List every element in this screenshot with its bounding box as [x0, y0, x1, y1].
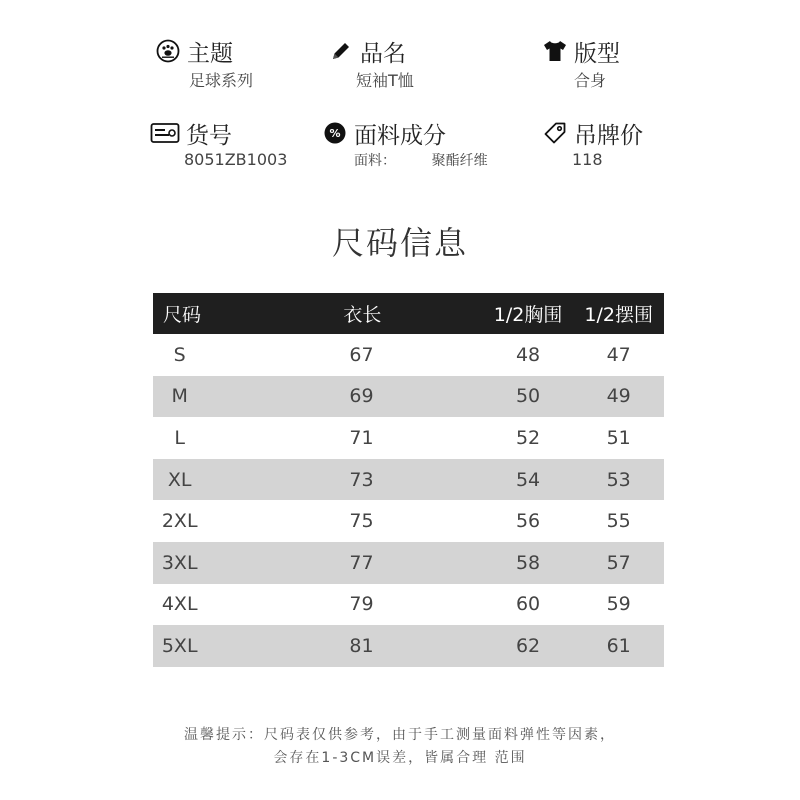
- svg-text:%: %: [329, 127, 341, 140]
- card-icon: [150, 120, 180, 146]
- cell-hem: 51: [606, 426, 631, 449]
- cell-chest: 60: [515, 593, 541, 616]
- attr-value: 8051ZB1003: [184, 150, 288, 169]
- table-row: [153, 542, 664, 584]
- attr-value: 足球系列: [189, 71, 254, 90]
- paw-icon: [155, 38, 181, 64]
- attr-value: 合身: [574, 71, 607, 90]
- header-size: 尺码: [153, 293, 206, 334]
- pen-icon: [328, 38, 354, 64]
- attr-theme: [155, 36, 253, 91]
- attr-label: 品名: [360, 40, 406, 67]
- attr-label: 面料成分: [354, 122, 446, 149]
- tshirt-icon: [542, 38, 568, 64]
- attr-label: 版型: [574, 40, 620, 67]
- header-hem: 1/2摆围: [573, 293, 664, 334]
- table-row: [153, 500, 664, 542]
- attr-label: 吊牌价: [574, 122, 643, 149]
- cell-length: 73: [206, 459, 482, 501]
- table-row: [153, 625, 664, 667]
- section-title: 尺码信息: [331, 224, 468, 262]
- cell-size: M: [153, 376, 206, 418]
- tag-icon: [542, 120, 568, 146]
- attr-value: 118: [572, 150, 603, 169]
- cell-size: 4XL: [161, 593, 198, 616]
- cell-length: 69: [206, 376, 482, 418]
- attr-label: 主题: [187, 40, 233, 67]
- cell-length: 67: [349, 343, 374, 366]
- table-row: [153, 417, 664, 459]
- cell-hem: 53: [573, 459, 664, 501]
- note-line-2: 会存在1-3CM误差，皆属合理 范围: [273, 750, 527, 766]
- cell-chest: 58: [483, 542, 574, 584]
- cell-length: 79: [349, 593, 374, 616]
- attr-tag-price: [542, 118, 643, 169]
- cell-length: 75: [349, 510, 374, 533]
- table-row: [153, 459, 664, 501]
- attr-value: 短袖T恤: [356, 71, 414, 90]
- cell-hem: 61: [573, 625, 664, 667]
- table-row: [153, 376, 664, 418]
- cell-chest: 48: [515, 343, 541, 366]
- cell-size: 2XL: [161, 510, 198, 533]
- header-chest: 1/2胸围: [483, 293, 574, 334]
- cell-size: 3XL: [153, 542, 206, 584]
- percent-icon: [322, 120, 348, 146]
- attr-fit: [542, 36, 620, 91]
- attr-fabric: [322, 118, 488, 170]
- cell-size: S: [173, 343, 186, 366]
- note-line-1: 温馨提示：尺码表仅供参考，由于手工测量面料弹性等因素，: [184, 727, 616, 743]
- cell-chest: 54: [483, 459, 574, 501]
- cell-hem: 47: [606, 343, 631, 366]
- cell-chest: 56: [515, 510, 541, 533]
- cell-chest: 50: [483, 376, 574, 418]
- header-length: 衣长: [206, 293, 482, 334]
- attr-label: 货号: [186, 122, 232, 149]
- cell-chest: 62: [483, 625, 574, 667]
- cell-length: 77: [206, 542, 482, 584]
- table-row: [153, 334, 664, 376]
- attr-item-number: [150, 118, 287, 169]
- cell-hem: 57: [573, 542, 664, 584]
- cell-length: 81: [206, 625, 482, 667]
- cell-length: 71: [349, 426, 374, 449]
- cell-size: XL: [153, 459, 206, 501]
- cell-hem: 59: [606, 593, 631, 616]
- cell-size: 5XL: [153, 625, 206, 667]
- attr-product-name: [328, 36, 414, 91]
- cell-hem: 49: [573, 376, 664, 418]
- attr-value: 面料： 聚酯纤维: [354, 153, 488, 169]
- cell-chest: 52: [515, 426, 541, 449]
- cell-size: L: [174, 426, 185, 449]
- size-table: [153, 293, 664, 667]
- table-row: [153, 584, 664, 626]
- cell-hem: 55: [606, 510, 631, 533]
- table-header-row: [153, 293, 664, 334]
